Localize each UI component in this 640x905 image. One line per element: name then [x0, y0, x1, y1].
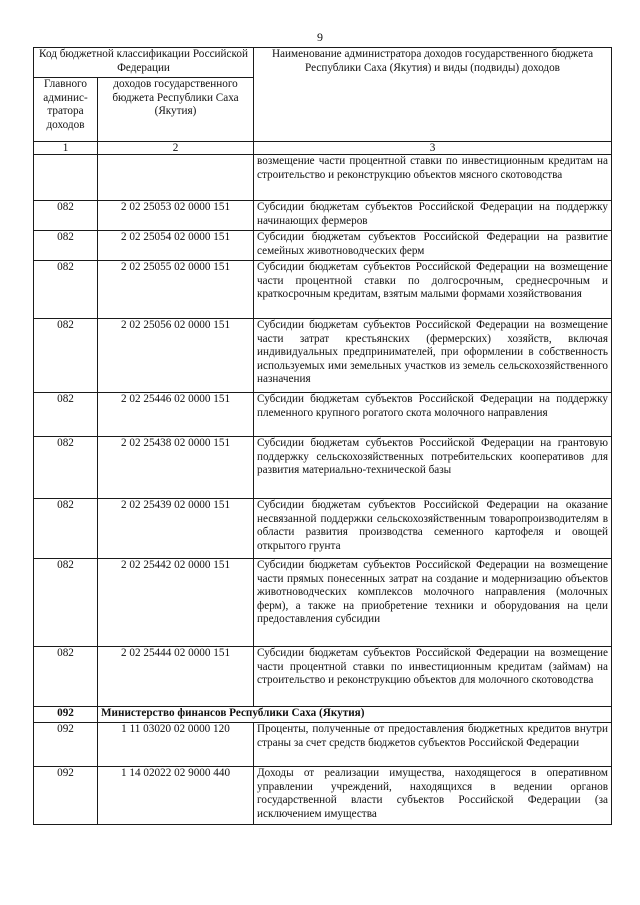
admin-code: 082 — [34, 437, 98, 499]
budget-classification-table — [33, 47, 612, 825]
table-row — [34, 319, 612, 393]
header-administrator-name: Наименование администратора доходов государственного бюджета Республики Саха (Якутия) и виды (подвиды) доходов — [254, 48, 612, 142]
revenue-code: 2 02 25446 02 0000 151 — [98, 393, 254, 437]
section-admin-code: 092 — [34, 707, 98, 723]
revenue-code: 1 11 03020 02 0000 120 — [98, 723, 254, 767]
revenue-name: Субсидии бюджетам субъектов Российской Федерации на грантовую поддержку сельскохозяйственных потребительских кооперативов для развития материально-технической базы — [254, 437, 612, 499]
revenue-name: Субсидии бюджетам субъектов Российской Федерации на возмещение части прямых понесенных затрат на создание и модернизацию объектов животноводческих комплексов молочного направления (молочных ферм), а также на приобретение техники и оборудования на цели предоставления субсидии — [254, 559, 612, 647]
header-col-number-3: 3 — [254, 142, 612, 155]
revenue-code: 2 02 25442 02 0000 151 — [98, 559, 254, 647]
header-classification-code: Код бюджетной классификации Российской Федерации — [34, 48, 254, 78]
revenue-code: 2 02 25054 02 0000 151 — [98, 231, 254, 261]
admin-code: 082 — [34, 559, 98, 647]
revenue-name: Субсидии бюджетам субъектов Российской Федерации на оказание несвязанной поддержки сельскохозяйственным товаропроизводителям в области развития производства семенного картофеля и овощей открытого грунта — [254, 499, 612, 559]
table-row — [34, 767, 612, 825]
revenue-code: 2 02 25438 02 0000 151 — [98, 437, 254, 499]
section-title: Министерство финансов Республики Саха (Якутия) — [98, 707, 612, 723]
admin-code: 082 — [34, 261, 98, 319]
admin-code: 082 — [34, 499, 98, 559]
admin-code: 092 — [34, 723, 98, 767]
revenue-code: 1 14 02022 02 9000 440 — [98, 767, 254, 825]
revenue-code — [98, 155, 254, 201]
table-row — [34, 155, 612, 201]
revenue-name: Проценты, полученные от предоставления бюджетных кредитов внутри страны за счет средств бюджетов субъектов Российской Федерации — [254, 723, 612, 767]
page-number: 9 — [317, 30, 323, 44]
header-revenue-code: доходов государственного бюджета Республики Саха (Якутия) — [98, 78, 254, 142]
table-row — [34, 231, 612, 261]
revenue-code: 2 02 25439 02 0000 151 — [98, 499, 254, 559]
revenue-code: 2 02 25444 02 0000 151 — [98, 647, 254, 707]
revenue-name: Субсидии бюджетам субъектов Российской Федерации на возмещение части затрат крестьянских (фермерских) хозяйств, включая индивидуальных предпринимателей, при оформлении в собственность используемых ими земельных участков из земель сельскохозяйственного назначения — [254, 319, 612, 393]
revenue-code: 2 02 25055 02 0000 151 — [98, 261, 254, 319]
admin-code: 082 — [34, 201, 98, 231]
admin-code: 082 — [34, 393, 98, 437]
admin-code: 082 — [34, 231, 98, 261]
revenue-code: 2 02 25053 02 0000 151 — [98, 201, 254, 231]
admin-code: 082 — [34, 647, 98, 707]
table-row — [34, 261, 612, 319]
table-row — [34, 647, 612, 707]
revenue-name: Доходы от реализации имущества, находящегося в оперативном управлении учреждений, находящихся в ведении органов государственной власти субъектов Российской Федерации (за исключением имущества — [254, 767, 612, 825]
table-row — [34, 559, 612, 647]
table-row — [34, 437, 612, 499]
revenue-code: 2 02 25056 02 0000 151 — [98, 319, 254, 393]
table-row — [34, 393, 612, 437]
revenue-name: возмещение части процентной ставки по инвестиционным кредитам на строительство и реконструкцию объектов мясного скотоводства — [254, 155, 612, 201]
header-main-administrator: Главного админис-тратора доходов — [34, 78, 98, 142]
revenue-name: Субсидии бюджетам субъектов Российской Федерации на возмещение части процентной ставки по инвестиционным кредитам (займам) на строительство и реконструкцию объектов для молочного скотоводства — [254, 647, 612, 707]
revenue-name: Субсидии бюджетам субъектов Российской Федерации на поддержку племенного крупного рогатого скота молочного направления — [254, 393, 612, 437]
header-col-number-1: 1 — [34, 142, 98, 155]
revenue-name: Субсидии бюджетам субъектов Российской Федерации на развитие семейных животноводческих ферм — [254, 231, 612, 261]
admin-code: 092 — [34, 767, 98, 825]
revenue-name: Субсидии бюджетам субъектов Российской Федерации на поддержку начинающих фермеров — [254, 201, 612, 231]
header-col-number-2: 2 — [98, 142, 254, 155]
admin-code — [34, 155, 98, 201]
revenue-name: Субсидии бюджетам субъектов Российской Федерации на возмещение части процентной ставки по долгосрочным, среднесрочным и краткосрочным кредитам, взятым малыми формами хозяйствования — [254, 261, 612, 319]
admin-code: 082 — [34, 319, 98, 393]
table-row — [34, 499, 612, 559]
section-row — [34, 707, 612, 723]
table-row — [34, 201, 612, 231]
table-row — [34, 723, 612, 767]
